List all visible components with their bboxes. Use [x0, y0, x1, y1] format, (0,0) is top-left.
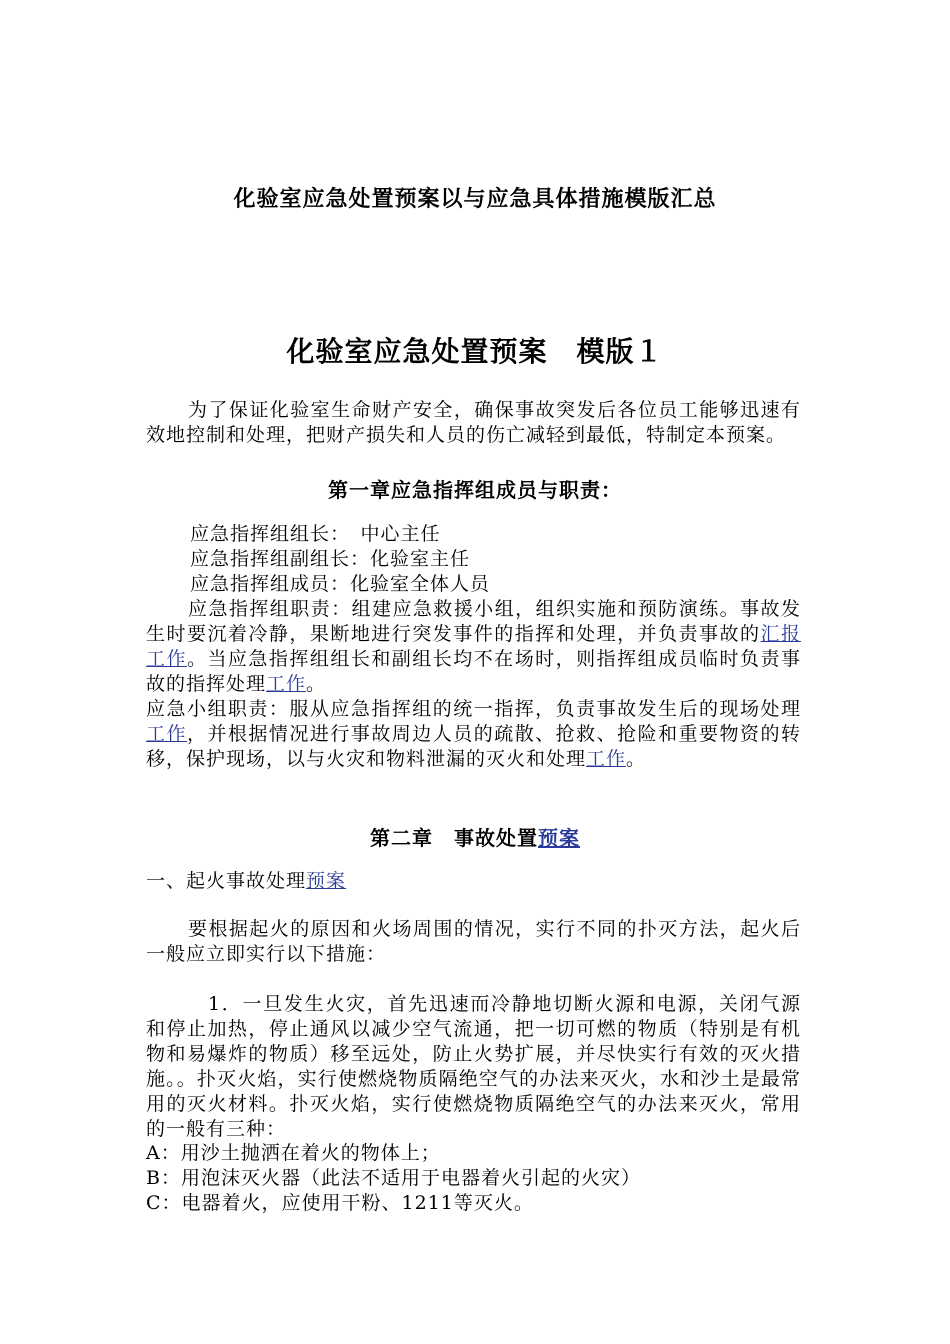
fire-measures-paragraph: 1．一旦发生火灾，首先迅速而冷静地切断火源和电源，关闭气源和停止加热，停止通风以减少空气流通，把一切可燃的物质（特别是有机物和易爆炸的物质）移至远处，防止火势扩展，并尽快实行有效的灭火措施。。扑灭火焰，实行使燃烧物质隔绝空气的办法来灭火，水和沙土是最常用的灭火材料。扑灭火焰，实行使燃烧物质隔绝空气的办法来灭火，常用的一般有三种：: [146, 993, 801, 1140]
leader-line: 应急指挥组组长： 中心主任: [190, 523, 441, 545]
chapter2-heading: [0, 822, 950, 851]
intro-paragraph: 为了保证化验室生命财产安全，确保事故突发后各位员工能够迅速有效地控制和处理，把财产损失和人员的伤亡减轻到最低，特制定本预案。: [146, 399, 801, 446]
duty-text-b: 。当应急指挥组组长和副组长均不在场时，则指挥组成员临时负责事故的指挥处理: [146, 648, 801, 695]
plan-title: 化验室应急处置预案 模版１: [286, 335, 664, 368]
team-text-b: ，并根据情况进行事故周边人员的疏散、抢救、抢险和重要物资的转移，保护现场，以与火灾和物料泄漏的灭火和处理: [146, 723, 801, 770]
work-link[interactable]: 工作: [586, 748, 627, 770]
deputy-line: 应急指挥组副组长：化验室主任: [190, 548, 471, 570]
duty-text-a: 应急指挥组职责：组建应急救援小组，组织实施和预防演练。事故发生时要沉着冷静，果断地进行突发事件的指挥和处理，并负责事故的: [146, 598, 801, 645]
command-duty-paragraph: [146, 597, 801, 697]
work-link[interactable]: 工作: [146, 723, 187, 745]
members-line: 应急指挥组成员：化验室全体人员: [190, 573, 491, 595]
team-duty-paragraph: [146, 697, 801, 772]
plan-link[interactable]: 预案: [538, 826, 580, 850]
chapter1-heading: 第一章应急指挥组成员与职责：: [328, 478, 622, 502]
fire-intro-paragraph: 要根据起火的原因和火场周围的情况，实行不同的扑灭方法，起火后一般应立即实行以下措施：: [146, 918, 801, 965]
team-text-a: 应急小组职责：服从应急指挥组的统一指挥，负责事故发生后的现场处理: [146, 698, 801, 720]
team-text-c: 。: [626, 748, 647, 770]
document-title: 化验室应急处置预案以与应急具体措施模版汇总: [233, 186, 717, 212]
duty-text-c: 。: [306, 673, 327, 695]
report-work-link[interactable]: 汇报工作: [146, 623, 801, 670]
method-b: B：用泡沫灭火器（此法不适用于电器着火引起的火灾）: [146, 1167, 641, 1189]
section1-text: 一、起火事故处理: [146, 870, 307, 892]
method-a: A：用沙土抛洒在着火的物体上；: [146, 1142, 441, 1164]
method-c: C：电器着火，应使用干粉、1211等灭火。: [146, 1192, 534, 1214]
chapter2-heading-text: 第二章 事故处置: [370, 826, 538, 850]
work-link[interactable]: 工作: [266, 673, 307, 695]
section1-heading: [146, 869, 346, 894]
plan-link[interactable]: 预案: [306, 870, 347, 892]
